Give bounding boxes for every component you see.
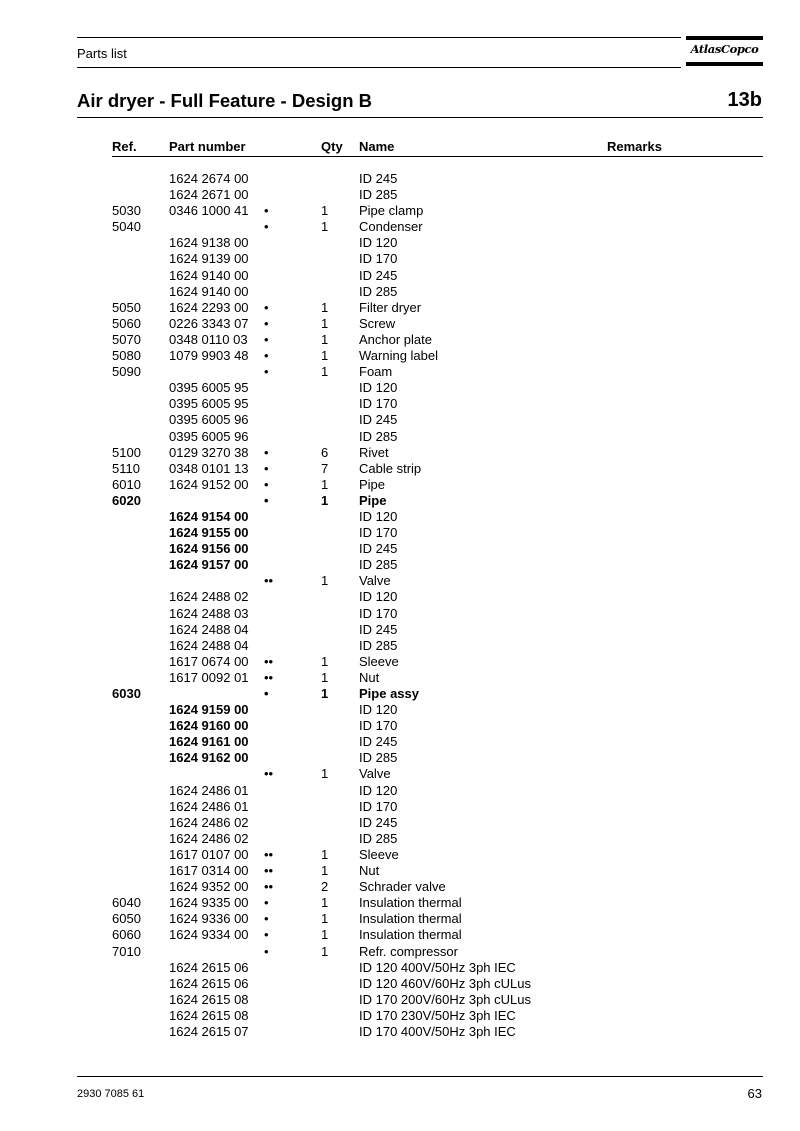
name-cell: Cable strip	[359, 460, 422, 476]
table-row	[0, 380, 800, 396]
table-row	[0, 879, 800, 895]
name-cell: ID 120	[359, 508, 398, 524]
name-cell: Rivet	[359, 444, 389, 460]
name-cell: ID 120 460V/60Hz 3ph cULus	[359, 975, 531, 991]
name-cell: ID 245	[359, 621, 398, 637]
table-row	[0, 1024, 800, 1040]
name-cell: ID 120	[359, 702, 398, 718]
header-label: Parts list	[77, 46, 127, 61]
qty-cell: 1	[321, 219, 329, 235]
level-marker: •	[264, 911, 269, 927]
name-cell: ID 285	[359, 428, 398, 444]
name-cell: Pipe	[359, 492, 387, 508]
table-row	[0, 541, 800, 557]
name-cell: Condenser	[359, 219, 423, 235]
table-row	[0, 316, 800, 332]
part-number-cell: 1624 9154 00	[169, 508, 249, 524]
column-header-name: Name	[359, 139, 395, 154]
qty-cell: 2	[321, 879, 329, 895]
ref-cell: 5100	[112, 444, 141, 460]
table-row	[0, 396, 800, 412]
name-cell: Anchor plate	[359, 331, 432, 347]
part-number-cell: 1624 2615 08	[169, 991, 249, 1007]
qty-cell: 1	[321, 895, 329, 911]
qty-cell: 1	[321, 348, 329, 364]
part-number-cell: 1624 2671 00	[169, 187, 249, 203]
ref-cell: 5030	[112, 203, 141, 219]
qty-cell: 7	[321, 460, 329, 476]
name-cell: Schrader valve	[359, 879, 446, 895]
level-marker: •	[264, 203, 269, 219]
table-row	[0, 638, 800, 654]
ref-cell: 5110	[112, 460, 140, 476]
name-cell: ID 285	[359, 283, 398, 299]
table-row	[0, 493, 800, 509]
ref-cell: 5090	[112, 364, 141, 380]
ref-cell: 7010	[112, 943, 141, 959]
level-marker: ••	[264, 879, 274, 895]
document-number: 2930 7085 61	[77, 1088, 145, 1100]
part-number-cell: 0346 1000 41	[169, 203, 249, 219]
part-number-cell: 1617 0092 01	[169, 669, 249, 685]
table-row	[0, 412, 800, 428]
table-row	[0, 284, 800, 300]
column-header-ref: Ref.	[112, 139, 137, 154]
level-marker: •	[264, 299, 269, 315]
table-row	[0, 525, 800, 541]
table-row	[0, 622, 800, 638]
part-number-cell: 1624 9159 00	[169, 702, 249, 718]
column-header-qty: Qty	[321, 139, 343, 154]
part-number-cell: 1624 9160 00	[169, 718, 249, 734]
table-row	[0, 1008, 800, 1024]
level-marker: ••	[264, 766, 274, 782]
part-number-cell: 1624 2615 06	[169, 975, 249, 991]
level-marker: ••	[264, 653, 274, 669]
name-cell: ID 120 400V/50Hz 3ph IEC	[359, 959, 516, 975]
part-number-cell: 0226 3343 07	[169, 315, 249, 331]
qty-cell: 1	[321, 331, 329, 347]
ref-cell: 5040	[112, 219, 141, 235]
ref-cell: 6010	[112, 476, 141, 492]
name-cell: ID 245	[359, 734, 398, 750]
level-marker: •	[264, 927, 269, 943]
column-header-part-number: Part number	[169, 139, 246, 154]
name-cell: Valve	[359, 573, 391, 589]
name-cell: Pipe assy	[359, 686, 419, 701]
part-number-cell: 1624 9157 00	[169, 557, 249, 573]
name-cell: ID 120	[359, 589, 398, 605]
name-cell: ID 245	[359, 267, 398, 283]
name-cell: Refr. compressor	[359, 943, 458, 959]
level-marker: •	[264, 943, 269, 959]
table-row	[0, 783, 800, 799]
part-number-cell: 0129 3270 38	[169, 444, 249, 460]
part-number-cell: 1624 2293 00	[169, 299, 249, 315]
column-header-rule	[112, 156, 763, 157]
name-cell: Pipe clamp	[359, 203, 424, 219]
ref-cell: 5070	[112, 331, 141, 347]
part-number-cell: 1624 9139 00	[169, 251, 249, 267]
name-cell: Insulation thermal	[359, 911, 462, 927]
table-row	[0, 686, 800, 702]
table-row	[0, 750, 800, 766]
part-number-cell: 1624 2486 02	[169, 830, 249, 846]
name-cell: Sleeve	[359, 846, 399, 862]
level-marker: •	[264, 315, 269, 331]
table-row	[0, 251, 800, 267]
header-rule-bottom	[77, 67, 681, 68]
part-number-cell: 1624 2674 00	[169, 171, 249, 186]
table-row	[0, 960, 800, 976]
name-cell: Pipe	[359, 476, 386, 492]
part-number-cell: 1617 0107 00	[169, 846, 249, 862]
title-rule	[77, 117, 763, 118]
name-cell: Filter dryer	[359, 299, 422, 315]
qty-cell: 1	[321, 943, 329, 959]
name-cell: ID 170	[359, 605, 398, 621]
table-row	[0, 429, 800, 445]
qty-cell: 1	[321, 911, 329, 927]
table-row	[0, 670, 800, 686]
part-number-cell: 1624 9162 00	[169, 750, 249, 766]
part-number-cell: 1624 2486 01	[169, 782, 249, 798]
table-row	[0, 831, 800, 847]
table-row	[0, 911, 800, 927]
level-marker: •	[264, 364, 269, 380]
name-cell: ID 170	[359, 396, 398, 412]
name-cell: ID 170 400V/50Hz 3ph IEC	[359, 1023, 516, 1039]
table-row	[0, 557, 800, 573]
level-marker: •	[264, 895, 269, 911]
ref-cell: 5060	[112, 315, 141, 331]
table-row	[0, 992, 800, 1008]
name-cell: ID 120	[359, 380, 398, 396]
name-cell: ID 285	[359, 187, 398, 203]
ref-cell: 6050	[112, 911, 141, 927]
name-cell: Sleeve	[359, 653, 399, 669]
name-cell: ID 245	[359, 814, 398, 830]
table-row	[0, 268, 800, 284]
qty-cell: 1	[321, 863, 329, 879]
page-number: 63	[747, 1086, 762, 1101]
part-number-cell: 1624 2615 06	[169, 959, 249, 975]
part-number-cell: 1624 9138 00	[169, 235, 249, 251]
part-number-cell: 1624 9140 00	[169, 267, 249, 283]
name-cell: ID 170 200V/60Hz 3ph cULus	[359, 991, 531, 1007]
qty-cell: 1	[321, 492, 329, 508]
name-cell: ID 170	[359, 525, 398, 541]
table-row	[0, 944, 800, 960]
part-number-cell: 0395 6005 95	[169, 396, 249, 412]
part-number-cell: 1617 0314 00	[169, 863, 249, 879]
table-row	[0, 815, 800, 831]
table-row	[0, 445, 800, 461]
part-number-cell: 1079 9903 48	[169, 348, 249, 364]
ref-cell: 6030	[112, 686, 141, 701]
table-row	[0, 799, 800, 815]
level-marker: •	[264, 331, 269, 347]
qty-cell: 1	[321, 846, 329, 862]
table-row	[0, 927, 800, 943]
table-row	[0, 219, 800, 235]
table-row	[0, 654, 800, 670]
name-cell: ID 170 230V/50Hz 3ph IEC	[359, 1007, 516, 1023]
table-row	[0, 734, 800, 750]
qty-cell: 6	[321, 444, 329, 460]
ref-cell: 6020	[112, 492, 141, 508]
level-marker: •	[264, 460, 269, 476]
part-number-cell: 0395 6005 96	[169, 428, 249, 444]
qty-cell: 1	[321, 315, 329, 331]
page-title: Air dryer - Full Feature - Design B	[77, 90, 373, 111]
table-row	[0, 171, 800, 187]
table-row	[0, 606, 800, 622]
name-cell: ID 170	[359, 251, 398, 267]
table-row	[0, 348, 800, 364]
part-number-cell: 0348 0110 03	[169, 331, 248, 347]
name-cell: ID 120	[359, 782, 398, 798]
part-number-cell: 1624 9334 00	[169, 927, 249, 943]
qty-cell: 1	[321, 476, 329, 492]
name-cell: ID 285	[359, 557, 398, 573]
part-number-cell: 1624 9156 00	[169, 541, 249, 557]
part-number-cell: 0348 0101 13	[169, 460, 249, 476]
qty-cell: 1	[321, 573, 329, 589]
level-marker: ••	[264, 573, 274, 589]
table-row	[0, 300, 800, 316]
name-cell: ID 245	[359, 541, 398, 557]
table-row	[0, 766, 800, 782]
table-row	[0, 702, 800, 718]
table-row	[0, 187, 800, 203]
qty-cell: 1	[321, 653, 329, 669]
logo-bar-top	[686, 36, 763, 40]
qty-cell: 1	[321, 203, 329, 219]
table-row	[0, 863, 800, 879]
section-number: 13b	[727, 89, 762, 111]
column-header-remarks: Remarks	[607, 139, 662, 154]
qty-cell: 1	[321, 669, 329, 685]
ref-cell: 6040	[112, 895, 141, 911]
table-row	[0, 976, 800, 992]
name-cell: ID 170	[359, 718, 398, 734]
header-rule-top	[77, 37, 681, 38]
part-number-cell: 1624 2488 02	[169, 589, 249, 605]
logo-text: AtlasCopco	[690, 42, 759, 56]
name-cell: Valve	[359, 766, 391, 782]
level-marker: ••	[264, 669, 274, 685]
qty-cell: 1	[321, 766, 329, 782]
part-number-cell: 1624 2488 04	[169, 637, 249, 653]
name-cell: Warning label	[359, 348, 439, 364]
part-number-cell: 0395 6005 96	[169, 412, 249, 428]
parts-table	[0, 171, 800, 1040]
qty-cell: 1	[321, 364, 329, 380]
atlas-copco-logo	[686, 36, 763, 66]
part-number-cell: 1624 2488 04	[169, 621, 249, 637]
part-number-cell: 1624 9155 00	[169, 525, 249, 541]
ref-cell: 5050	[112, 299, 141, 315]
table-row	[0, 509, 800, 525]
part-number-cell: 1624 9336 00	[169, 911, 249, 927]
name-cell: ID 245	[359, 412, 398, 428]
part-number-cell: 1624 9352 00	[169, 879, 249, 895]
level-marker: •	[264, 219, 269, 235]
footer-rule	[77, 1076, 763, 1077]
level-marker: •	[264, 348, 269, 364]
table-row	[0, 477, 800, 493]
level-marker: •	[264, 492, 269, 508]
name-cell: ID 285	[359, 637, 398, 653]
part-number-cell: 1624 2615 08	[169, 1007, 249, 1023]
part-number-cell: 0395 6005 95	[169, 380, 249, 396]
table-row	[0, 589, 800, 605]
table-row	[0, 364, 800, 380]
name-cell: Insulation thermal	[359, 895, 462, 911]
level-marker: •	[264, 476, 269, 492]
name-cell: Nut	[359, 863, 380, 879]
part-number-cell: 1624 2488 03	[169, 605, 249, 621]
part-number-cell: 1624 2615 07	[169, 1023, 249, 1039]
name-cell: Insulation thermal	[359, 927, 462, 943]
name-cell: Nut	[359, 669, 380, 685]
name-cell: ID 285	[359, 750, 398, 766]
name-cell: ID 245	[359, 171, 398, 186]
part-number-cell: 1617 0674 00	[169, 653, 249, 669]
table-row	[0, 718, 800, 734]
part-number-cell: 1624 9140 00	[169, 283, 249, 299]
name-cell: Screw	[359, 315, 396, 331]
level-marker: ••	[264, 846, 274, 862]
level-marker: •	[264, 444, 269, 460]
name-cell: ID 285	[359, 830, 398, 846]
table-row	[0, 573, 800, 589]
name-cell: Foam	[359, 364, 393, 380]
part-number-cell: 1624 9335 00	[169, 895, 249, 911]
logo-bar-bottom	[686, 62, 763, 66]
table-row	[0, 461, 800, 477]
table-row	[0, 203, 800, 219]
level-marker: •	[264, 686, 269, 701]
table-row	[0, 895, 800, 911]
ref-cell: 5080	[112, 348, 141, 364]
part-number-cell: 1624 2486 01	[169, 798, 249, 814]
part-number-cell: 1624 9161 00	[169, 734, 249, 750]
table-row	[0, 235, 800, 251]
part-number-cell: 1624 9152 00	[169, 476, 249, 492]
ref-cell: 6060	[112, 927, 141, 943]
name-cell: ID 170	[359, 798, 398, 814]
level-marker: ••	[264, 863, 274, 879]
table-row	[0, 332, 800, 348]
qty-cell: 1	[321, 686, 329, 701]
part-number-cell: 1624 2486 02	[169, 814, 249, 830]
qty-cell: 1	[321, 927, 329, 943]
qty-cell: 1	[321, 299, 329, 315]
table-row	[0, 847, 800, 863]
name-cell: ID 120	[359, 235, 398, 251]
